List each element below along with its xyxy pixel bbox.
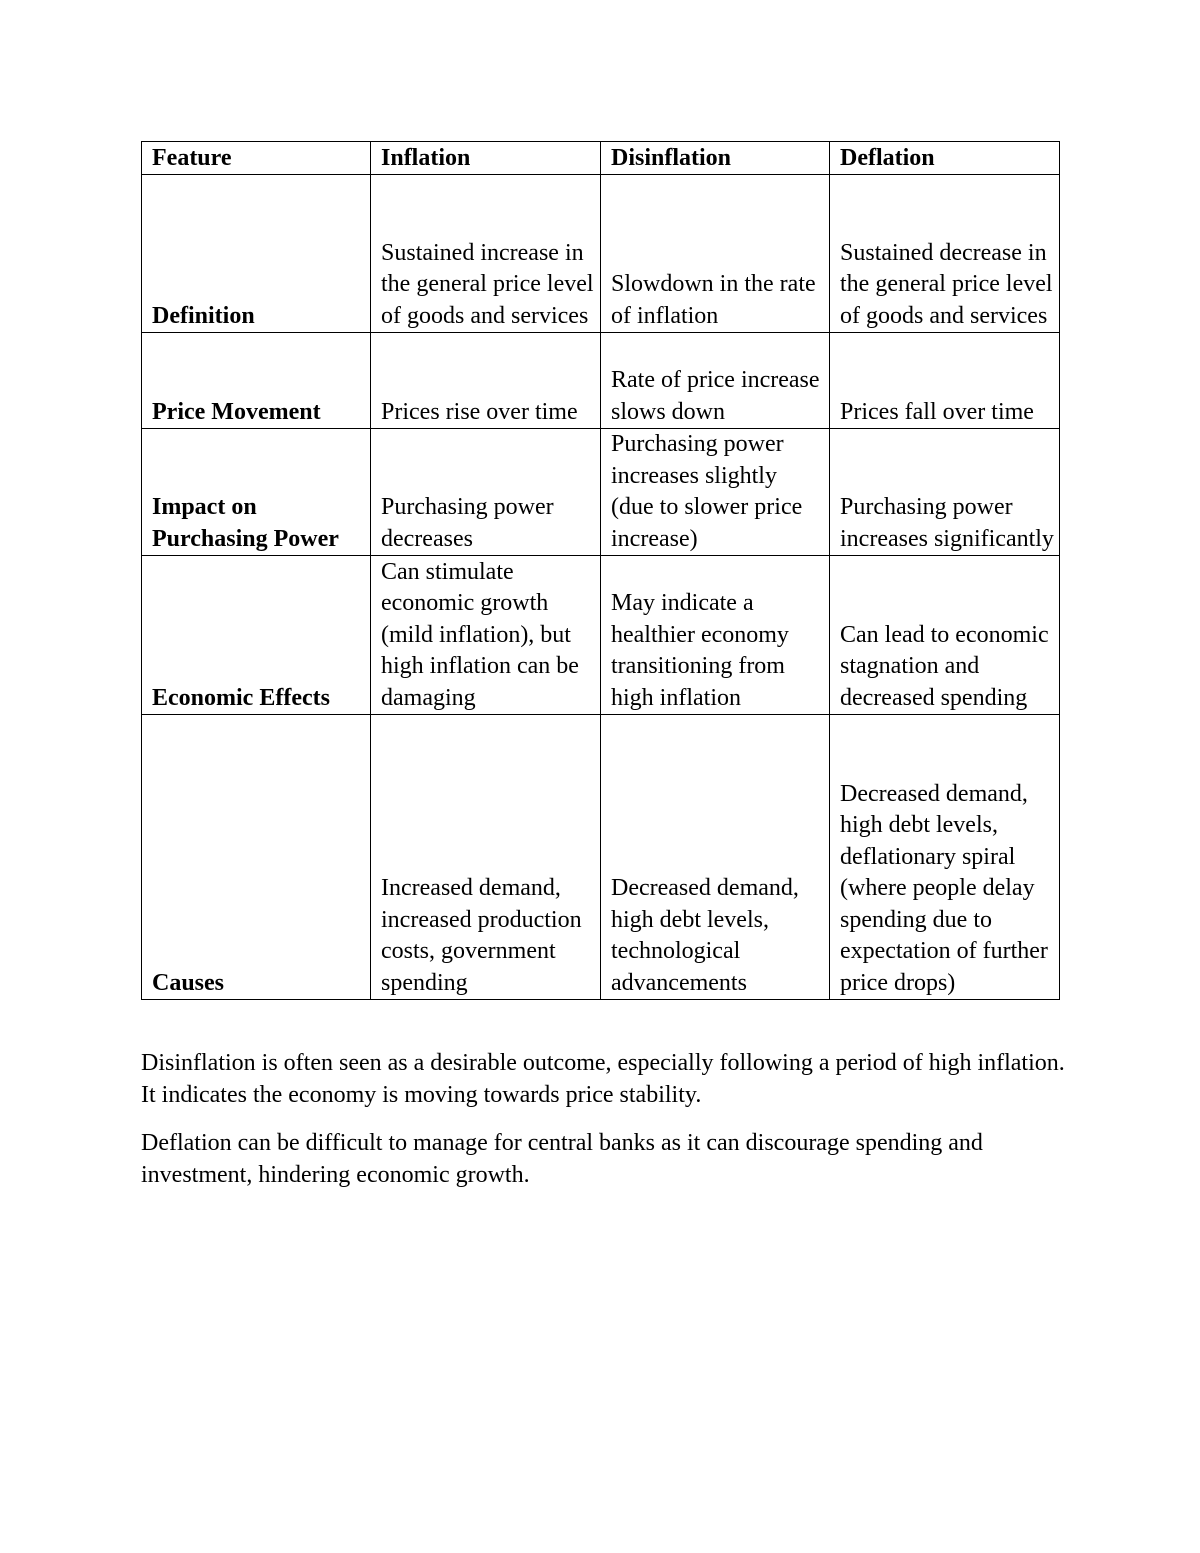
- table-row: [142, 715, 1060, 1000]
- disinflation-cell: Purchasing power increases slightly (due to slower price increase): [601, 429, 830, 556]
- deflation-cell: Can lead to economic stagnation and decreased spending: [830, 556, 1060, 715]
- feature-cell: Price Movement: [142, 333, 371, 429]
- inflation-cell: Prices rise over time: [371, 333, 601, 429]
- paragraph-deflation: Deflation can be difficult to manage for central banks as it can discourage spending and investment, hindering economic growth.: [141, 1130, 983, 1188]
- table-row: [142, 429, 1060, 556]
- inflation-cell: Sustained increase in the general price level of goods and services: [371, 175, 601, 333]
- deflation-cell: Prices fall over time: [830, 333, 1060, 429]
- feature-cell: Impact on Purchasing Power: [142, 429, 371, 556]
- disinflation-cell: Decreased demand, high debt levels, technological advancements: [601, 715, 830, 1000]
- feature-cell: Definition: [142, 175, 371, 333]
- table-header-row: [142, 142, 1060, 175]
- comparison-table: [141, 141, 1060, 1000]
- table-row: [142, 556, 1060, 715]
- paragraph-disinflation: Disinflation is often seen as a desirable outcome, especially following a period of high inflation. It indicates the economy is moving towards price stability.: [141, 1050, 1065, 1108]
- table-row: [142, 175, 1060, 333]
- disinflation-cell: May indicate a healthier economy transitioning from high inflation: [601, 556, 830, 715]
- inflation-cell: Increased demand, increased production costs, government spending: [371, 715, 601, 1000]
- table-row: [142, 333, 1060, 429]
- deflation-cell: Decreased demand, high debt levels, deflationary spiral (where people delay spending due to expectation of further price drops): [830, 715, 1060, 1000]
- inflation-cell: Purchasing power decreases: [371, 429, 601, 556]
- disinflation-cell: Slowdown in the rate of inflation: [601, 175, 830, 333]
- header-disinflation: Disinflation: [601, 142, 830, 175]
- disinflation-cell: Rate of price increase slows down: [601, 333, 830, 429]
- feature-cell: Causes: [142, 715, 371, 1000]
- inflation-cell: Can stimulate economic growth (mild inflation), but high inflation can be damaging: [371, 556, 601, 715]
- header-deflation: Deflation: [830, 142, 1060, 175]
- feature-cell: Economic Effects: [142, 556, 371, 715]
- header-inflation: Inflation: [371, 142, 601, 175]
- deflation-cell: Purchasing power increases significantly: [830, 429, 1060, 556]
- deflation-cell: Sustained decrease in the general price level of goods and services: [830, 175, 1060, 333]
- header-feature: Feature: [142, 142, 371, 175]
